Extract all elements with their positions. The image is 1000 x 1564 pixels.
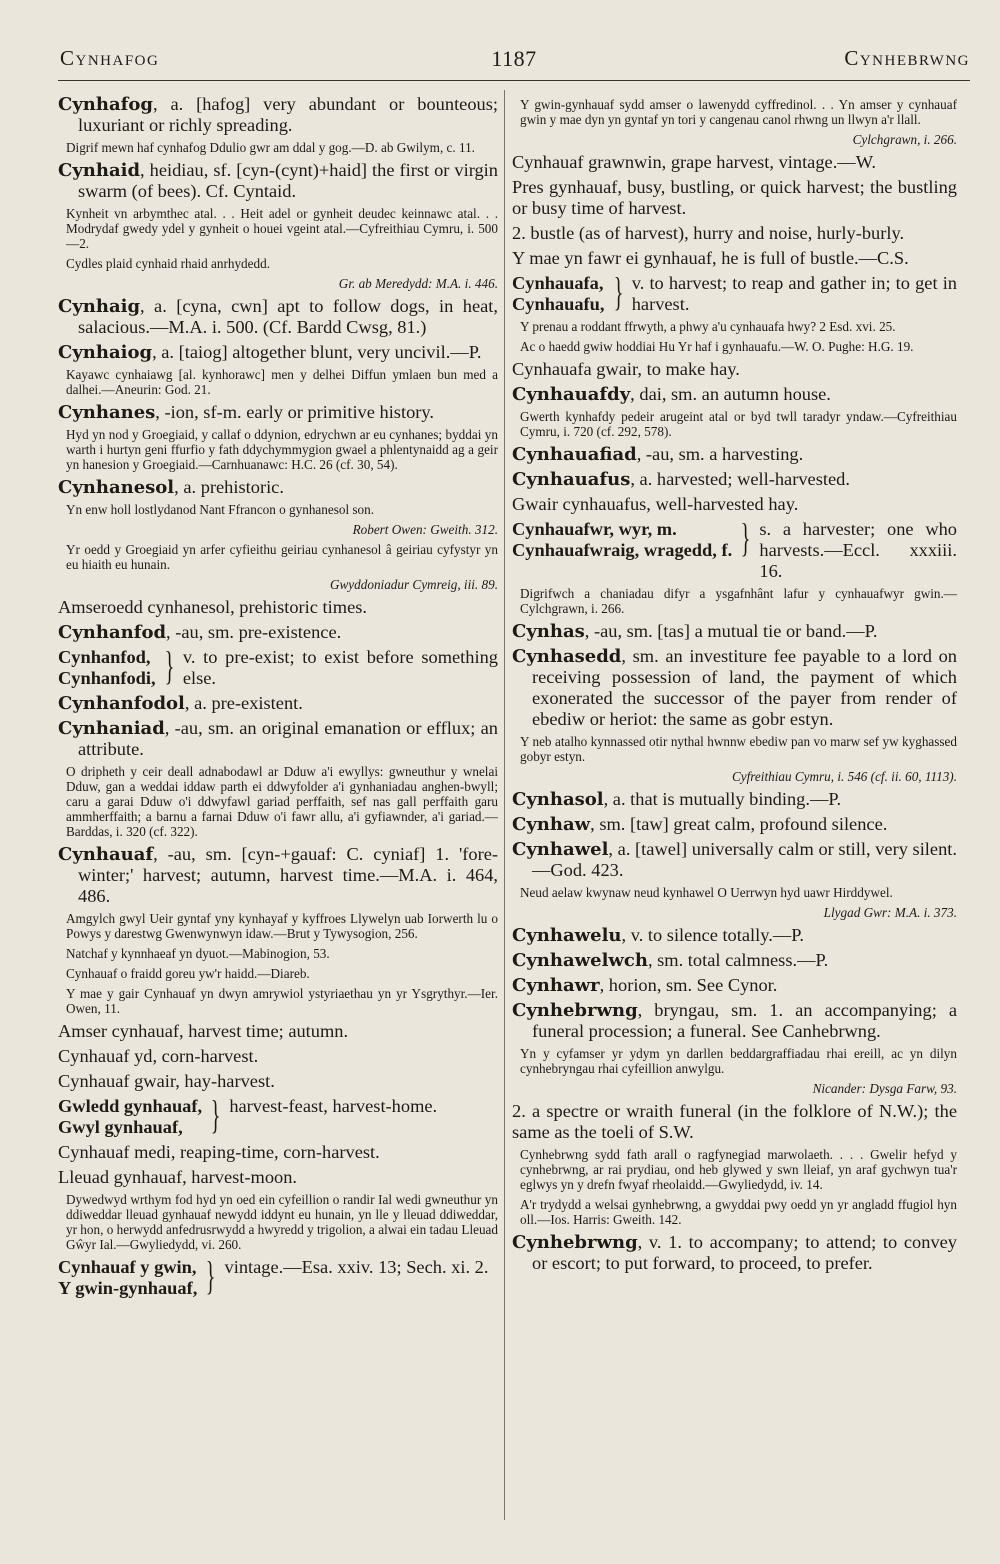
- phrase-definition: Gwair cynhauafus, well-harvested hay.: [512, 494, 799, 514]
- phrase-definition: Pres gynhauaf, busy, bustling, or quick harvest; the bustling or busy time of harvest.: [512, 177, 957, 218]
- phrase-definition: Cynhauaf yd, corn-harvest.: [58, 1046, 259, 1066]
- quotation: Y prenau a roddant ffrwyth, a phwy a'u cynhauafa hwy? 2 Esd. xvi. 25.: [520, 319, 896, 334]
- definition-text: , bryngau, sm. 1. an accompanying; a funeral procession; a funeral. See Canhebrwng.: [532, 1000, 957, 1041]
- entry-definition: [58, 342, 498, 363]
- definition-text: , sm. an investiture fee payable to a lord on receiving possession of land, the payment of which exonerated the successor of the payer from render of ebediw or heriot: the same as gobr estyn.: [532, 646, 957, 729]
- definition-text: , dai, sm. an autumn house.: [630, 384, 831, 404]
- entry-definition: [58, 160, 498, 202]
- brace: }: [740, 515, 751, 560]
- definition-text: v. to pre-exist; to exist before something else.: [182, 647, 498, 688]
- quotation: Cynhebrwng sydd fath arall o ragfynegiad marwolaeth. . . . Gwelir hefyd y cynhebrwng, ar rai prydiau, ond heb glywed y swn lleiaf, yn araf gychwyn tua'r eglwys yn y drefn fwyaf rheolaidd.—Gwyliedydd, iv. 14.: [520, 1147, 957, 1192]
- grouped-entry: [512, 515, 957, 582]
- citation: Llygad Gwr: M.A. i. 373.: [823, 905, 957, 920]
- phrase-definition: Amser cynhauaf, harvest time; autumn.: [58, 1021, 349, 1041]
- headword: Cynhauafu,: [512, 294, 605, 314]
- entry-definition: [512, 621, 957, 642]
- quotation: Yr oedd y Groegiaid yn arfer cyfieithu geiriau cynhanesol â geiriau cyfystyr yn eu hiaith eu hunain.: [66, 542, 498, 572]
- headword: Cynhaniad: [58, 718, 165, 739]
- left-column: [58, 94, 498, 1303]
- headword: Cynhasedd: [512, 646, 622, 667]
- entry-definition: [58, 718, 498, 760]
- headword: Cynhanesol: [58, 477, 175, 498]
- definition-text: , a. [taiog] altogether blunt, very uncivil.—P.: [152, 342, 482, 362]
- quotation: Y mae y gair Cynhauaf yn dwyn amrywiol ystyriaethau yn yr Ysgrythyr.—Ier. Owen, 11.: [66, 986, 498, 1016]
- headword: Cynhawel: [512, 839, 609, 860]
- phrase-definition: Lleuad gynhauaf, harvest-moon.: [58, 1167, 297, 1187]
- right-column: [512, 94, 957, 1278]
- headword: Cynhebrwng: [512, 1000, 638, 1021]
- quotation: Yn enw holl lostlydanod Nant Ffrancon o gynhanesol son.: [66, 502, 375, 517]
- grouped-entry: [58, 1253, 498, 1299]
- phrase-definition: Amseroedd cynhanesol, prehistoric times.: [58, 597, 367, 617]
- grouped-entry: [512, 269, 957, 315]
- brace: }: [613, 269, 623, 314]
- definition-text: , a. harvested; well-harvested.: [630, 469, 850, 489]
- quotation: Dywedwyd wrthym fod hyd yn oed ein cyfeillion o randir Ial wedi gwneuthur yn ddiweddar lleuad gynhauaf newydd iddynt eu hunain, yn lle y lleuad ddiweddar, yr hon, o herwydd anfedrusrwydd a hwyredd y trigolion, a alwai ein tadau Lleuad Gŵyr Ial.—Gwyliedydd, vi. 260.: [66, 1192, 498, 1252]
- headword: Cynhasol: [512, 789, 604, 810]
- quotation: Kynheit vn arbymthec atal. . . Heit adel or gynheit deudec keinnawc atal. . . Modrydaf gwedy ydel y gynheit o houei vgeint atal.—Cyfreithiau Cymru, i. 500—2.: [66, 206, 498, 251]
- headword: Cynhawr: [512, 975, 600, 996]
- quotation: Amgylch gwyl Ueir gyntaf yny kynhayaf y kyffroes Llywelyn uab Iorwerth lu o Powys y darestwg Gwenwynwyn idaw.—Brut y Tywysogion, 256.: [66, 911, 498, 941]
- citation: Cylchgrawn, i. 266.: [852, 132, 957, 147]
- citation: Gr. ab Meredydd: M.A. i. 446.: [338, 276, 498, 291]
- definition-text: , a. [hafog] very abundant or bounteous; luxuriant or richly spreading.: [78, 94, 498, 135]
- quotation: Yn y cyfamser yr ydym yn darllen beddargraffiadau rhai ereill, ac yn dilyn cynhebryngau rhai cyfeillion anwylgu.: [520, 1046, 957, 1076]
- phrase-definition: Cynhauaf medi, reaping-time, corn-harvest.: [58, 1142, 380, 1162]
- definition-text: , v. 1. to accompany; to attend; to convey or escort; to put forward, to proceed, to prefer.: [532, 1232, 957, 1273]
- definition-text: , a. pre-existent.: [184, 693, 303, 713]
- entry-definition: [58, 296, 498, 338]
- headword: Cynhanfod: [58, 622, 167, 643]
- headword: Cynhas: [512, 621, 585, 642]
- page-header: [58, 40, 970, 81]
- definition-text: , horion, sm. See Cynor.: [599, 975, 778, 995]
- phrase-definition: Cynhauaf grawnwin, grape harvest, vintage.—W.: [512, 152, 876, 172]
- definition-text: , -au, sm. [cyn-+gauaf: C. cyniaf] 1. 'fore-winter;' harvest; autumn, harvest time.—M.A. i. 464, 486.: [78, 844, 498, 906]
- definition-text: , -ion, sf-m. early or primitive history.: [155, 402, 434, 422]
- headword: Cynhanfod,: [58, 647, 151, 667]
- headword: Cynhanfodol: [58, 693, 185, 714]
- definition-text: , a. that is mutually binding.—P.: [603, 789, 842, 809]
- quotation: Natchaf y kynnhaeaf yn dyuot.—Mabinogion, 53.: [66, 946, 330, 961]
- definition-text: , a. [cyna, cwn] apt to follow dogs, in heat, salacious.—M.A. i. 500. (Cf. Bardd Cwsg, 81.): [78, 296, 498, 337]
- entry-definition: [512, 975, 957, 996]
- grouped-headwords: [512, 519, 732, 582]
- quotation: Ac o haedd gwiw hoddiai Hu Yr haf i gynhauafu.—W. O. Pughe: H.G. 19.: [520, 339, 914, 354]
- entry-definition: [512, 444, 957, 465]
- running-head-left: Cynhafog: [60, 46, 160, 70]
- entry-definition: [58, 693, 498, 714]
- citation: Nicander: Dysga Farw, 93.: [812, 1081, 957, 1096]
- definition-text: v. to harvest; to reap and gather in; to get in harvest.: [631, 273, 957, 314]
- grouped-headwords: [58, 647, 156, 689]
- brace: }: [164, 643, 175, 688]
- headword: Gwledd gynhauaf,: [58, 1096, 203, 1116]
- grouped-headwords: [58, 1096, 202, 1138]
- citation: Robert Owen: Gweith. 312.: [352, 522, 498, 537]
- headword: Cynhaid: [58, 160, 141, 181]
- entry-definition: [58, 844, 498, 907]
- quotation: Neud aelaw kwynaw neud kynhawel O Uerrwyn hyd uawr Hirddywel.: [520, 885, 893, 900]
- phrase-definition: Y mae yn fawr ei gynhauaf, he is full of bustle.—C.S.: [512, 248, 909, 268]
- entry-definition: [512, 789, 957, 810]
- entry-definition: [512, 1000, 957, 1042]
- entry-definition: [512, 950, 957, 971]
- brace: }: [206, 1253, 216, 1298]
- headword: Cynhaig: [58, 296, 141, 317]
- phrase-definition: Cynhauaf gwair, hay-harvest.: [58, 1071, 275, 1091]
- headword: Cynhauafwraig, wragedd, f.: [512, 540, 733, 560]
- definition-text: harvest-feast, harvest-home.: [229, 1096, 438, 1116]
- grouped-headwords: [512, 273, 605, 315]
- headword: Y gwin-gynhauaf,: [58, 1278, 198, 1298]
- definition-text: , heidiau, sf. [cyn-(cynt)+haid] the first or virgin swarm (of bees). Cf. Cyntaid.: [78, 160, 498, 201]
- headword: Cynhauafwr, wyr, m.: [512, 519, 677, 539]
- entry-definition: [512, 925, 957, 946]
- quotation: Hyd yn nod y Groegiaid, y callaf o ddynion, edrychwn ar eu cynhanes; byddai yn warth i hurtyn geni ffurfio y fath ddychymmygion gwael a phlentynaidd ag a geir yn hanesion y Groegiaid.—Carnhuanawc: H.C. 26 (cf. 30, 54).: [66, 427, 498, 472]
- quotation: A'r trydydd a welsai gynhebrwng, a gwyddai pwy oedd yn yr angladd ffugiol hyn oll.—Ios. Harris: Gweith. 142.: [520, 1197, 957, 1227]
- grouped-headwords: [58, 1257, 197, 1299]
- page-number: 1187: [491, 46, 537, 71]
- definition-text: , -au, sm. pre-existence.: [166, 622, 342, 642]
- definition-text: , a. prehistoric.: [174, 477, 284, 497]
- headword: Gwyl gynhauaf,: [58, 1117, 183, 1137]
- headword: Cynhauafdy: [512, 384, 631, 405]
- definition-text: , -au, sm. [tas] a mutual tie or band.—P.: [584, 621, 878, 641]
- headword: Cynhawelu: [512, 925, 622, 946]
- quotation: Cynhauaf o fraidd goreu yw'r haidd.—Diareb.: [66, 966, 310, 981]
- entry-definition: [512, 384, 957, 405]
- definition-text: s. a harvester; one who harvests.—Eccl. xxxiii. 16.: [759, 519, 957, 581]
- phrase-definition: 2. bustle (as of harvest), hurry and noise, hurly-burly.: [512, 223, 905, 243]
- grouped-entry: [58, 1092, 498, 1138]
- quotation: Digrifwch a chaniadau difyr a ysgafnhânt lafur y cynhauafwyr gwin.—Cylchgrawn, i. 266.: [520, 586, 957, 616]
- entry-definition: [512, 1232, 957, 1274]
- definition-text: , v. to silence totally.—P.: [621, 925, 805, 945]
- brace: }: [210, 1092, 221, 1137]
- quotation: Kayawc cynhaiawg [al. kynhorawc] men y delhei Diffun ymlaen bun med a dalhei.—Aneurin: God. 21.: [66, 367, 498, 397]
- entry-definition: [58, 477, 498, 498]
- definition-text: , sm. total calmness.—P.: [647, 950, 829, 970]
- quotation: Cydles plaid cynhaid rhaid anrhydedd.: [66, 256, 270, 271]
- phrase-definition: Cynhauafa gwair, to make hay.: [512, 359, 740, 379]
- definition-text: , a. [tawel] universally calm or still, very silent.—God. 423.: [532, 839, 957, 880]
- headword: Cynhanfodi,: [58, 668, 156, 688]
- quotation: Digrif mewn haf cynhafog Ddulio gwr am ddal y gog.—D. ab Gwilym, c. 11.: [66, 140, 475, 155]
- definition-text: , -au, sm. an original emanation or efflux; an attribute.: [78, 718, 498, 759]
- definition-text: , -au, sm. a harvesting.: [636, 444, 804, 464]
- quotation: O dripheth y ceir deall adnabodawl ar Dduw a'i ewyllys: gwneuthur y wnelai Dduw, gan a weddai iddaw parth ei ddwyfolder a'i gynhaniadau anghen-bwyll; caru a garai Dduw o'i ddwyfawl gariad perffaith, sef nas gall perffaith garu ammherffaith; a barnu a farnai Dduw o'i fawr allu, a'i gyfiawnder, a'i gariad.—Barddas, i. 320 (cf. 322).: [66, 764, 498, 839]
- entry-definition: [58, 622, 498, 643]
- headword: Cynhebrwng: [512, 1232, 638, 1253]
- citation: Gwyddoniadur Cymreig, iii. 89.: [329, 577, 498, 592]
- entry-definition: [58, 94, 498, 136]
- definition-text: vintage.—Esa. xxiv. 13; Sech. xi. 2.: [224, 1257, 489, 1277]
- headword: Cynhauaf y gwin,: [58, 1257, 197, 1277]
- headword: Cynhauafus: [512, 469, 631, 490]
- definition-text: , sm. [taw] great calm, profound silence.: [590, 814, 888, 834]
- entry-definition: [512, 646, 957, 730]
- headword: Cynhawelwch: [512, 950, 648, 971]
- headword: Cynhafog: [58, 94, 153, 115]
- entry-definition: [512, 814, 957, 835]
- headword: Cynhauafiad: [512, 444, 637, 465]
- grouped-entry: [58, 643, 498, 689]
- entry-definition: [512, 469, 957, 490]
- quotation: Y gwin-gynhauaf sydd amser o lawenydd cyffredinol. . . Yn amser y cynhauaf gwin y mae dyn yn gyntaf yn tori y cangenau canol rhwng un llwyn a'r llall.: [520, 97, 957, 127]
- headword: Cynhaw: [512, 814, 591, 835]
- column-divider: [504, 90, 505, 1520]
- quotation: Y neb atalho kynnassed otir nythal hwnnw ebediw pan vo marw sef yw kyghassed gobyr estyn.: [520, 734, 957, 764]
- quotation: Gwerth kynhafdy pedeir arugeint atal or byd twll taradyr yndaw.—Cyfreithiau Cymru, i. 720 (cf. 292, 578).: [520, 409, 957, 439]
- entry-definition: [512, 839, 957, 881]
- headword: Cynhaiog: [58, 342, 153, 363]
- phrase-definition: 2. a spectre or wraith funeral (in the folklore of N.W.); the same as the toeli of S.W.: [512, 1101, 957, 1142]
- entry-definition: [58, 402, 498, 423]
- headword: Cynhauaf: [58, 844, 154, 865]
- headword: Cynhauafa,: [512, 273, 604, 293]
- citation: Cyfreithiau Cymru, i. 546 (cf. ii. 60, 1113).: [731, 769, 957, 784]
- headword: Cynhanes: [58, 402, 156, 423]
- running-head-right: Cynhebrwng: [844, 46, 970, 70]
